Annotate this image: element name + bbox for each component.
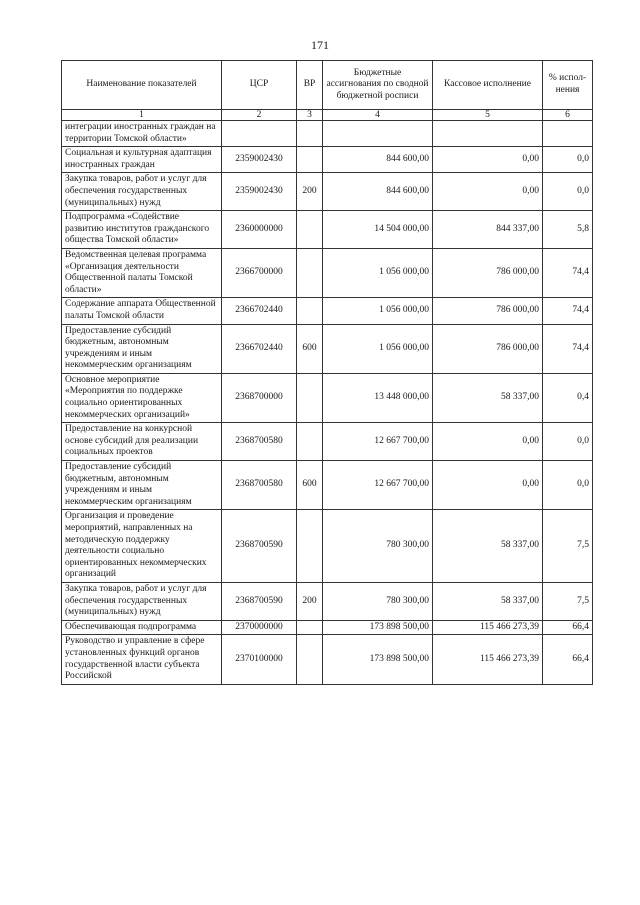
row-cash: 786 000,00 <box>433 298 543 324</box>
row-name: Предоставление субсидий бюджетным, автономным учреждениям и иным некоммерческим организациям <box>62 324 222 373</box>
table-row <box>62 620 593 635</box>
row-name: Содержание аппарата Общественной палаты Томской области <box>62 298 222 324</box>
row-budget: 1 056 000,00 <box>323 298 433 324</box>
row-pct: 0,0 <box>543 147 593 173</box>
row-cash: 0,00 <box>433 461 543 510</box>
table-row <box>62 211 593 249</box>
row-vr <box>297 248 323 297</box>
page-number: 171 <box>311 38 329 52</box>
table-row <box>62 582 593 620</box>
header-vr: ВР <box>297 61 323 110</box>
row-name: Руководство и управление в сфере установленных функций органов государственной власти субъекта Российской <box>62 635 222 684</box>
row-name: Закупка товаров, работ и услуг для обеспечения государственных (муниципальных) нужд <box>62 173 222 211</box>
row-cash <box>433 121 543 147</box>
row-pct: 7,5 <box>543 510 593 583</box>
column-number: 3 <box>297 110 323 121</box>
row-pct <box>543 121 593 147</box>
row-csr: 2368700000 <box>222 373 297 422</box>
table-row <box>62 423 593 461</box>
row-pct: 5,8 <box>543 211 593 249</box>
table-row <box>62 635 593 684</box>
row-vr: 600 <box>297 461 323 510</box>
row-vr <box>297 635 323 684</box>
row-vr <box>297 121 323 147</box>
column-number: 6 <box>543 110 593 121</box>
column-number: 2 <box>222 110 297 121</box>
row-cash: 0,00 <box>433 173 543 211</box>
row-vr: 200 <box>297 173 323 211</box>
row-budget: 14 504 000,00 <box>323 211 433 249</box>
row-pct: 0,4 <box>543 373 593 422</box>
row-vr <box>297 373 323 422</box>
row-budget: 12 667 700,00 <box>323 423 433 461</box>
row-budget: 780 300,00 <box>323 510 433 583</box>
column-number: 1 <box>62 110 222 121</box>
row-pct: 74,4 <box>543 248 593 297</box>
row-pct: 74,4 <box>543 298 593 324</box>
row-vr <box>297 620 323 635</box>
column-number: 4 <box>323 110 433 121</box>
row-name: Обеспечивающая подпрограмма <box>62 620 222 635</box>
row-budget: 844 600,00 <box>323 147 433 173</box>
table-row <box>62 147 593 173</box>
row-csr: 2366702440 <box>222 324 297 373</box>
table-row <box>62 248 593 297</box>
header-cash: Кассовое исполнение <box>433 61 543 110</box>
row-name: Основное мероприятие «Мероприятия по поддержке социально ориентированных некоммерческих организаций» <box>62 373 222 422</box>
row-pct: 74,4 <box>543 324 593 373</box>
row-vr: 200 <box>297 582 323 620</box>
row-vr <box>297 298 323 324</box>
row-budget: 1 056 000,00 <box>323 248 433 297</box>
header-name: Наименование показателей <box>62 61 222 110</box>
row-budget: 12 667 700,00 <box>323 461 433 510</box>
row-csr <box>222 121 297 147</box>
row-cash: 58 337,00 <box>433 582 543 620</box>
row-csr: 2368700590 <box>222 510 297 583</box>
row-cash: 58 337,00 <box>433 510 543 583</box>
table-body <box>62 110 593 685</box>
table-row <box>62 121 593 147</box>
row-vr <box>297 211 323 249</box>
row-vr <box>297 423 323 461</box>
row-name: Организация и проведение мероприятий, направленных на методическую поддержку деятельности социально ориентированных некоммерческих организаций <box>62 510 222 583</box>
table-row <box>62 324 593 373</box>
row-csr: 2359002430 <box>222 173 297 211</box>
row-pct: 0,0 <box>543 423 593 461</box>
row-budget: 173 898 500,00 <box>323 620 433 635</box>
table-row <box>62 461 593 510</box>
row-pct: 7,5 <box>543 582 593 620</box>
row-cash: 786 000,00 <box>433 324 543 373</box>
row-csr: 2366700000 <box>222 248 297 297</box>
row-csr: 2368700580 <box>222 461 297 510</box>
row-csr: 2366702440 <box>222 298 297 324</box>
row-csr: 2360000000 <box>222 211 297 249</box>
row-cash: 0,00 <box>433 423 543 461</box>
table-row <box>62 373 593 422</box>
row-cash: 0,00 <box>433 147 543 173</box>
row-cash: 115 466 273,39 <box>433 635 543 684</box>
row-budget: 844 600,00 <box>323 173 433 211</box>
budget-table <box>61 60 593 685</box>
row-name: Закупка товаров, работ и услуг для обеспечения государственных (муниципальных) нужд <box>62 582 222 620</box>
row-csr: 2370000000 <box>222 620 297 635</box>
header-budget: Бюджетные ассигнования по сводной бюджетной росписи <box>323 61 433 110</box>
row-pct: 0,0 <box>543 173 593 211</box>
row-budget: 13 448 000,00 <box>323 373 433 422</box>
row-vr <box>297 510 323 583</box>
row-cash: 115 466 273,39 <box>433 620 543 635</box>
row-budget: 780 300,00 <box>323 582 433 620</box>
row-cash: 844 337,00 <box>433 211 543 249</box>
row-name: интеграции иностранных граждан на территории Томской области» <box>62 121 222 147</box>
row-budget: 1 056 000,00 <box>323 324 433 373</box>
row-name: Социальная и культурная адаптация иностранных граждан <box>62 147 222 173</box>
row-vr <box>297 147 323 173</box>
row-budget: 173 898 500,00 <box>323 635 433 684</box>
row-budget <box>323 121 433 147</box>
row-csr: 2370100000 <box>222 635 297 684</box>
row-pct: 0,0 <box>543 461 593 510</box>
row-csr: 2368700590 <box>222 582 297 620</box>
table-row <box>62 298 593 324</box>
row-vr: 600 <box>297 324 323 373</box>
column-number-row <box>62 110 593 121</box>
row-pct: 66,4 <box>543 620 593 635</box>
row-name: Предоставление субсидий бюджетным, автономным учреждениям и иным некоммерческим организациям <box>62 461 222 510</box>
row-cash: 786 000,00 <box>433 248 543 297</box>
header-csr: ЦСР <box>222 61 297 110</box>
column-number: 5 <box>433 110 543 121</box>
row-name: Подпрограмма «Содействие развитию институтов гражданского общества Томской области» <box>62 211 222 249</box>
row-name: Ведомственная целевая программа «Организация деятельности Общественной палаты Томской области» <box>62 248 222 297</box>
header-pct: % испол-нения <box>543 61 593 110</box>
row-pct: 66,4 <box>543 635 593 684</box>
row-csr: 2368700580 <box>222 423 297 461</box>
table-row <box>62 510 593 583</box>
row-name: Предоставление на конкурсной основе субсидий для реализации социальных проектов <box>62 423 222 461</box>
row-cash: 58 337,00 <box>433 373 543 422</box>
table-row <box>62 173 593 211</box>
row-csr: 2359002430 <box>222 147 297 173</box>
table-header-row <box>62 61 593 110</box>
